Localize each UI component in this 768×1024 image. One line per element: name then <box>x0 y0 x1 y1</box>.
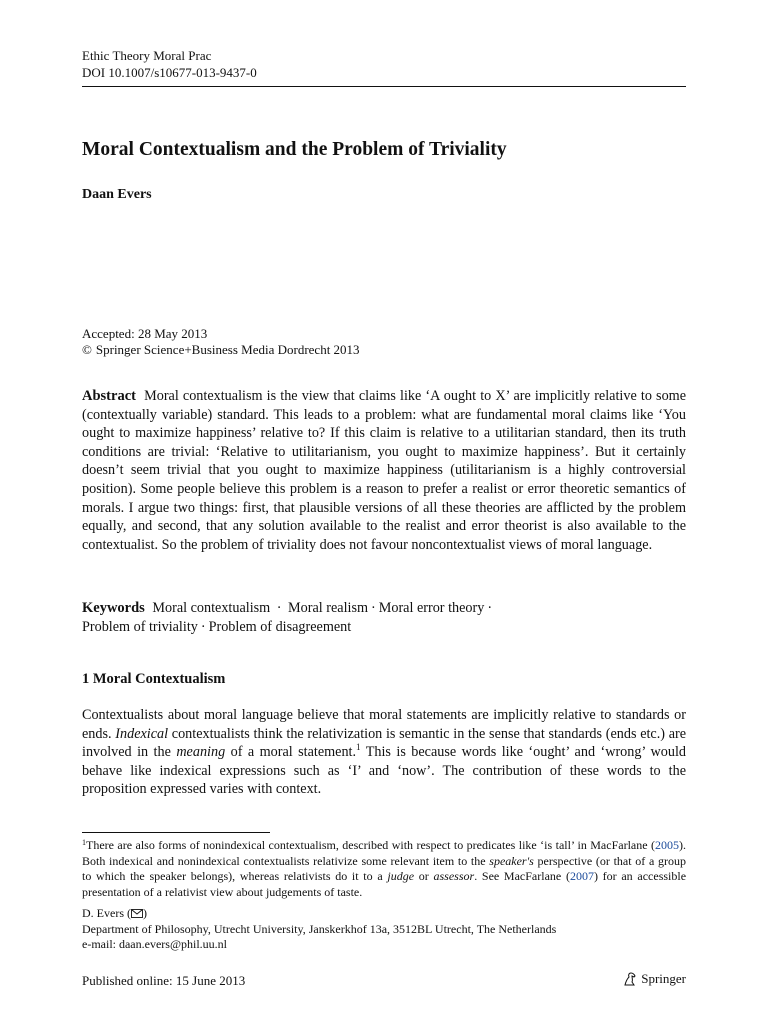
keyword-separator: · <box>200 618 206 635</box>
italic-term: Indexical <box>115 725 169 742</box>
header-rule <box>82 86 686 87</box>
keyword-item: Problem of triviality <box>82 618 198 635</box>
keyword-item: Moral realism <box>288 600 369 616</box>
journal-name: Ethic Theory Moral Prac <box>82 48 212 63</box>
italic-term: assessor <box>433 869 475 884</box>
publication-dates <box>82 326 360 358</box>
footnote <box>82 838 686 900</box>
journal-header <box>82 47 257 81</box>
envelope-icon[interactable] <box>131 909 143 918</box>
citation-link[interactable]: 2005 <box>655 838 679 852</box>
copyright-text: Springer Science+Business Media Dordrecht 2013 <box>95 342 360 357</box>
section-heading: 1 Moral Contextualism <box>82 671 226 687</box>
keyword-separator: · <box>487 600 493 616</box>
citation-link[interactable]: 2007 <box>569 869 594 884</box>
email-address[interactable]: e-mail: daan.evers@phil.uu.nl <box>82 937 228 952</box>
publisher-name: Springer <box>641 971 686 986</box>
body-text: contextualists think the relativization is semantic in the sense that standards (ends etc.) are involved in the <box>82 725 687 761</box>
affiliation <box>82 906 556 953</box>
author-name: Daan Evers <box>82 187 152 202</box>
footnote-text: perspective (or that of a group to which the speaker belongs), whereas relativists do it to a <box>82 853 687 884</box>
body-text: This is because words like ‘ought’ and ‘wrong’ would behave like indexical expressions such as ‘I’ and ‘now’. The contribution of these words to the proposition expressed varies with context. <box>82 744 687 798</box>
footnote-number: 1 <box>82 838 86 847</box>
keyword-item: Moral contextualism <box>152 600 271 616</box>
footnote-text: ). Both indexical and nonindexical contextualists relativize some relevant item to the <box>82 838 686 868</box>
italic-term: meaning <box>176 744 226 761</box>
author-contact <box>82 906 556 922</box>
footnote-text: There are also forms of nonindexical contextualism, described with respect to predicates like ‘is tall’ in MacFarlane ( <box>86 838 655 852</box>
copyright-icon: © <box>82 342 92 357</box>
keyword-separator: · <box>371 600 376 616</box>
italic-term: speaker's <box>489 853 534 868</box>
copyright-line <box>82 342 360 358</box>
keyword-item: Moral error theory <box>378 600 485 616</box>
body-text: Contextualists about moral language believe that moral statements are implicitly relative to standards or ends. <box>82 707 686 742</box>
accepted-date: Accepted: 28 May 2013 <box>82 326 208 341</box>
abstract <box>82 387 686 554</box>
article-page <box>82 0 686 1024</box>
keywords-label: Keywords <box>82 600 145 616</box>
italic-term: judge <box>387 869 415 884</box>
keyword-separator: · <box>276 600 282 616</box>
footnote-text: . See MacFarlane ( <box>474 869 570 884</box>
publisher-logo <box>622 971 686 987</box>
section-paragraph <box>82 706 686 799</box>
author-contact-close: ) <box>142 906 147 920</box>
doi[interactable]: DOI 10.1007/s10677-013-9437-0 <box>82 65 257 80</box>
article-title: Moral Contextualism and the Problem of Triviality <box>82 139 507 160</box>
footnote-text: or <box>418 869 429 884</box>
abstract-text: Moral contextualism is the view that claims like ‘A ought to X’ are implicitly relative to some (contextually variable) standard. This leads to a problem: what are fundamental moral claims like ‘You ought to maximize happiness’ relative to? If this claim is relative to a utilitarian standard, then its truth conditions are trivial: ‘Relative to utilitarianism, you ought to maximize happiness’. But it certainly doesn’t seem trivial that you ought to maximize happiness (utilitarianism is a highly controversial position). Some people believe this problem is a reason to prefer a realist or error theoretic semantics of morals. I argue two things: first, that plausible versions of all these theories are afflicted by the problem equally, and second, that any solution available to the realist and error theorist is also available to the contextualist. So the problem of triviality does not favour noncontextualist views of moral language. <box>82 388 686 553</box>
published-date: Published online: 15 June 2013 <box>82 973 246 988</box>
footnote-rule <box>82 832 270 833</box>
keyword-item: Problem of disagreement <box>208 618 352 635</box>
author-contact-name: D. Evers ( <box>82 906 131 920</box>
springer-horse-icon <box>622 971 638 987</box>
department-address: Department of Philosophy, Utrecht University, Janskerkhof 13a, 3512BL Utrecht, The Netherlands <box>82 921 557 936</box>
keywords <box>82 599 686 636</box>
abstract-label: Abstract <box>82 388 136 404</box>
footnote-text: ) for an accessible presentation of a relativist view about judgements of taste. <box>82 869 687 899</box>
footnote-ref[interactable]: 1 <box>356 742 361 753</box>
body-text: of a moral statement. <box>230 744 357 761</box>
